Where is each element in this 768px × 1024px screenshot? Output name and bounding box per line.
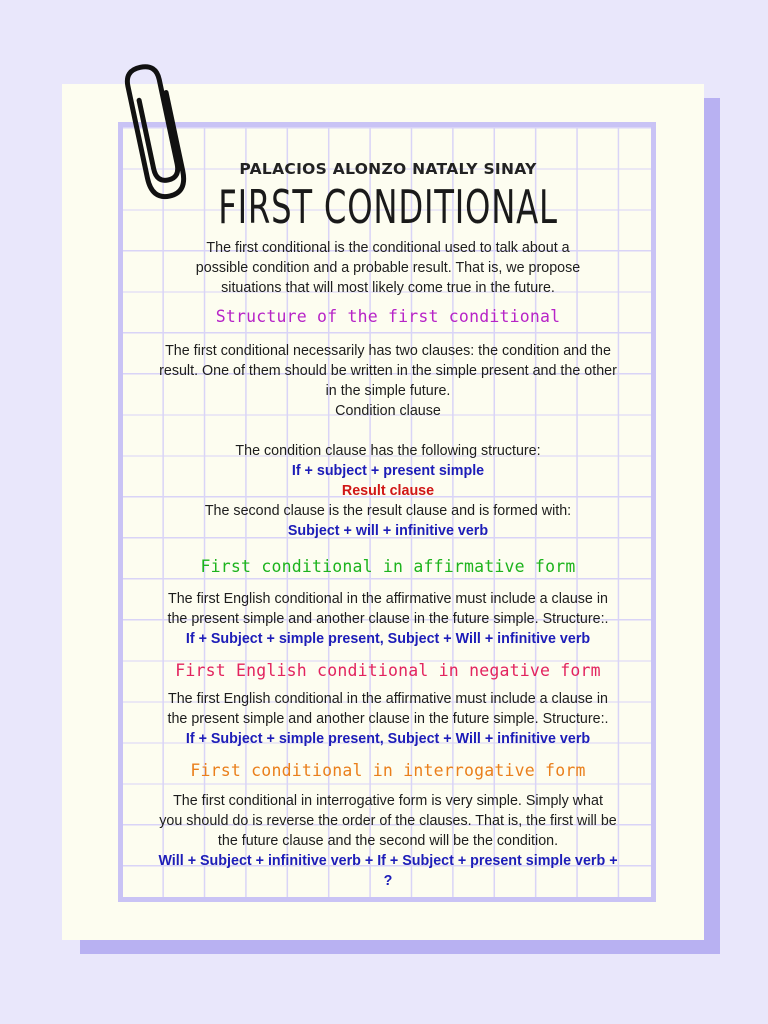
interrogative-line: The first conditional in interrogative form is very simple. Simply what — [173, 793, 603, 809]
negative-section — [130, 689, 646, 749]
author-name: PALACIOS ALONZO NATALY SINAY — [239, 160, 537, 178]
structure-section — [130, 341, 646, 541]
structure-line: The first conditional necessarily has two clauses: the condition and the — [165, 343, 611, 359]
negative-line: the present simple and another clause in the future simple. Structure:. — [167, 711, 609, 727]
structure-line: result. One of them should be written in the simple present and the other — [159, 363, 617, 379]
interrogative-line: you should do is reverse the order of the clauses. That is, the first will be — [159, 813, 617, 829]
affirmative-line: The first English conditional in the affirmative must include a clause in — [168, 591, 608, 607]
intro-line: possible condition and a probable result. That is, we propose — [195, 260, 581, 276]
affirmative-section — [130, 589, 646, 649]
negative-formula: If + Subject + simple present, Subject + Will + infinitive verb — [185, 731, 591, 747]
result-clause-label: Result clause — [341, 483, 435, 499]
condition-clause-label: Condition clause — [335, 403, 441, 419]
affirmative-heading: First conditional in affirmative form — [200, 557, 576, 576]
intro-paragraph — [130, 238, 646, 298]
negative-line: The first English conditional in the affirmative must include a clause in — [168, 691, 608, 707]
structure-line: in the simple future. — [325, 383, 451, 399]
interrogative-formula-end: ? — [383, 873, 393, 889]
interrogative-formula: Will + Subject + infinitive verb + If + Subject + present simple verb + — [158, 853, 618, 869]
affirmative-line: the present simple and another clause in the future simple. Structure:. — [167, 611, 609, 627]
interrogative-section — [130, 791, 646, 891]
condition-text: The condition clause has the following structure: — [235, 443, 541, 459]
interrogative-line: the future clause and the second will be the condition. — [217, 833, 559, 849]
document-content — [130, 150, 646, 891]
intro-line: situations that will most likely come true in the future. — [221, 280, 555, 296]
negative-heading: First English conditional in negative form — [175, 661, 601, 680]
affirmative-formula: If + Subject + simple present, Subject + Will + infinitive verb — [185, 631, 591, 647]
condition-formula: If + subject + present simple — [291, 463, 485, 479]
structure-heading: Structure of the first conditional — [215, 307, 561, 326]
page-title: FIRST CONDITIONAL — [218, 180, 558, 234]
result-formula: Subject + will + infinitive verb — [287, 523, 489, 539]
result-text: The second clause is the result clause and is formed with: — [204, 503, 572, 519]
interrogative-heading: First conditional in interrogative form — [190, 761, 586, 780]
intro-line: The first conditional is the conditional used to talk about a — [206, 240, 570, 256]
